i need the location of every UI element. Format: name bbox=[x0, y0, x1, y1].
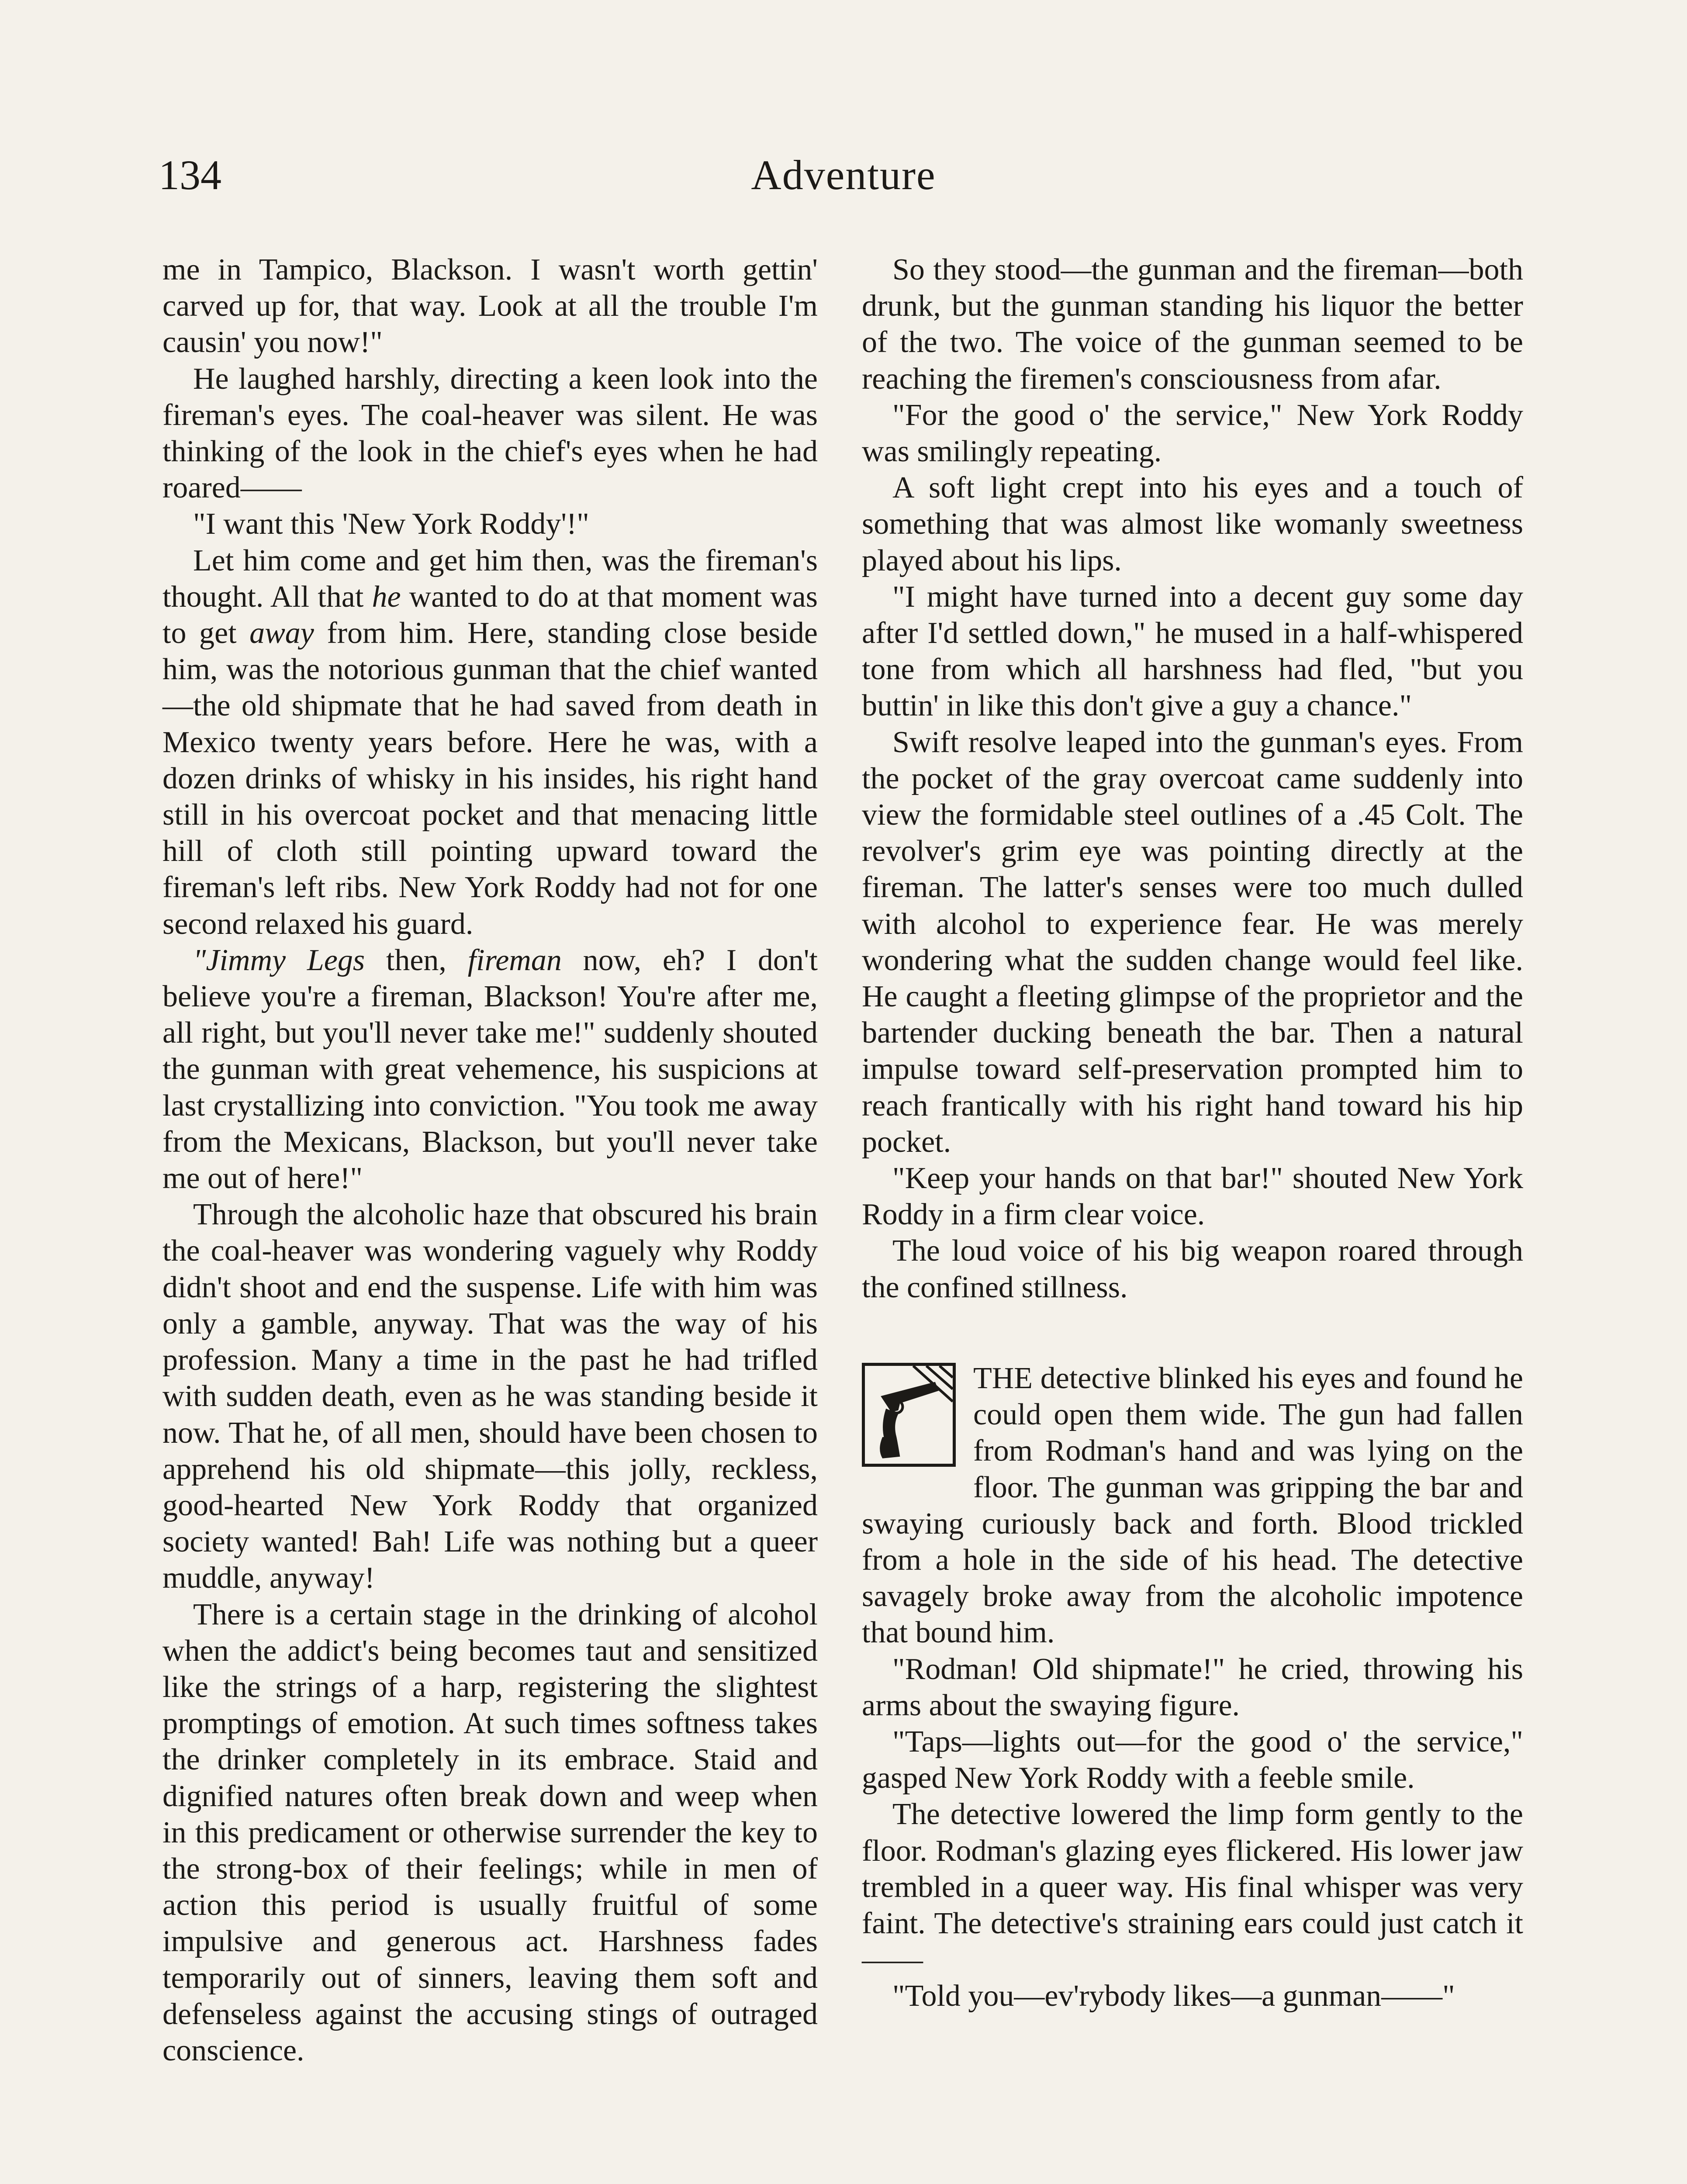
paragraph: The detective lowered the limp form gently to the floor. Rodman's glazing eyes flickered. His lower jaw trembled in a queer way. His final whisper was very faint. The detective's straining ears could just catch it—— bbox=[862, 1797, 1523, 1977]
right-column bbox=[862, 252, 1523, 2015]
text-run: then, bbox=[365, 943, 468, 977]
text-run: from him. Here, standing close beside him, was the notorious gunman that the chief wanted —the old shipmate that he had saved from death in Mexico twenty years before. Here he was, with a dozen drinks of whisky in his insides, his right hand still in his overcoat pocket and that menacing little hill of cloth still pointing upward toward the fireman's left ribs. New York Roddy had not for one second relaxed his guard. bbox=[162, 616, 818, 941]
page-number: 134 bbox=[159, 152, 221, 198]
italic-text: fireman bbox=[467, 943, 562, 977]
paragraph: "Told you—ev'rybody likes—a gunman——" bbox=[892, 1979, 1455, 2013]
paragraph: He laughed harshly, directing a keen look into the fireman's eyes. The coal-heaver was silent. He was thinking of the look in the chief's eyes when he had roared—— bbox=[162, 362, 818, 505]
paragraph: There is a certain stage in the drinking of alcohol when the addict's being becomes taut and sensitized like the strings of a harp, registering the slightest promptings of emotion. At such times softness takes the drinker completely in its embrace. Staid and dignified natures often break down and weep when in this predicament or otherwise surrender the key to the strong-box of their feelings; while in men of action this period is usually fruitful of some impulsive and generous act. Harshness fades temporarily out of sinners, leaving them soft and defenseless against the accusing stings of outraged conscience. bbox=[162, 1597, 818, 2067]
paragraph: THE detective blinked his eyes and found he could open them wide. The gun had fallen from Rodman's hand and was lying on the floor. The gunman was gripping the bar and swaying curiously back and forth. Blood trickled from a hole in the side of his head. The detective savagely broke away from the alcoholic impotence that bound him. bbox=[862, 1361, 1523, 1650]
left-column bbox=[162, 252, 818, 2069]
paragraph: Through the alcoholic haze that obscured his brain the coal-heaver was wondering vaguely why Roddy didn't shoot and end the suspense. Life with him was only a gamble, anyway. That was the way of his profession. Many a time in the past he had trifled with sudden death, even as he was standing beside it now. That he, of all men, should have been chosen to apprehend his old shipmate—this jolly, reckless, good-hearted New York Roddy that organized society wanted! Bah! Life was nothing but a queer muddle, anyway! bbox=[162, 1198, 818, 1595]
italic-text: away bbox=[249, 616, 314, 650]
paragraph: The loud voice of his big weapon roared through the confined stillness. bbox=[862, 1234, 1523, 1304]
paragraph bbox=[162, 543, 818, 942]
italic-text: "Jimmy Legs bbox=[193, 943, 365, 977]
revolver-icon bbox=[862, 1363, 956, 1467]
paragraph: "Rodman! Old shipmate!" he cried, throwing his arms about the swaying figure. bbox=[862, 1652, 1523, 1722]
page-header bbox=[0, 151, 1687, 216]
text-run: Let him come and get him then, was the fireman's thought. All that bbox=[162, 543, 818, 614]
paragraph: "Keep your hands on that bar!" shouted New York Roddy in a firm clear voice. bbox=[862, 1161, 1523, 1232]
text-run: now, eh? I don't believe you're a fireman, Blackson! You're after me, all right, but you'll never take me!" suddenly shouted the gunman with great vehemence, his suspicions at last crystallizing into conviction. "You took me away from the Mexicans, Blackson, but you'll never take me out of here!" bbox=[162, 943, 818, 1196]
paragraph: A soft light crept into his eyes and a touch of something that was almost like womanly sweetness played about his lips. bbox=[862, 471, 1523, 577]
paragraph: "For the good o' the service," New York Roddy was smilingly repeating. bbox=[862, 398, 1523, 469]
paragraph: "Taps—lights out—for the good o' the service," gasped New York Roddy with a feeble smile. bbox=[862, 1724, 1523, 1795]
running-title: Adventure bbox=[751, 152, 936, 198]
text-run: wanted to do at that moment was to get bbox=[162, 580, 818, 650]
section-break bbox=[862, 1360, 1523, 1651]
paragraph: "I want this 'New York Roddy'!" bbox=[193, 507, 589, 541]
paragraph: Swift resolve leaped into the gunman's eyes. From the pocket of the gray overcoat came suddenly into view the formidable steel outlines of a .45 Colt. The revolver's grim eye was pointing directly at the fireman. The latter's senses were too much dulled with alcohol to experience fear. He was merely wondering what the sudden change would feel like. He caught a fleeting glimpse of the proprietor and the bartender ducking beneath the bar. Then a natural impulse toward self-preservation prompted him to reach frantically with his right hand toward his hip pocket. bbox=[862, 725, 1523, 1159]
italic-text: he bbox=[372, 580, 401, 614]
paragraph: So they stood—the gunman and the fireman—both drunk, but the gunman standing his liquor the better of the two. The voice of the gunman seemed to be reaching the firemen's consciousness from afar. bbox=[862, 253, 1523, 396]
paragraph: me in Tampico, Blackson. I wasn't worth gettin' carved up for, that way. Look at all the trouble I'm causin' you now!" bbox=[162, 253, 818, 359]
paragraph: "I might have turned into a decent guy some day after I'd settled down," he mused in a half-whispered tone from which all harshness had fled, "but you buttin' in like this don't give a guy a chance." bbox=[862, 580, 1523, 723]
paragraph bbox=[162, 942, 818, 1196]
